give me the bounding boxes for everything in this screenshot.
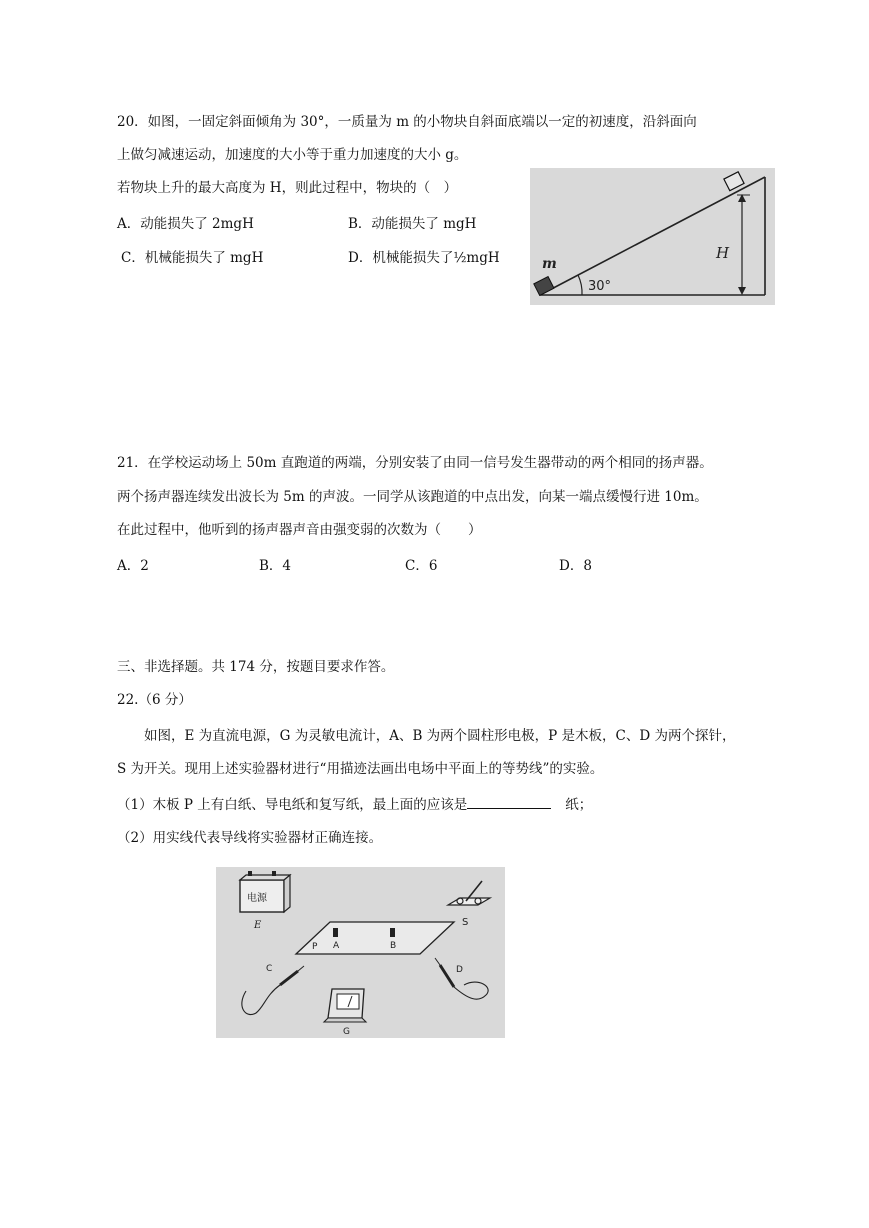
q20-option-c: C．机械能损失了 mgH [121,250,264,266]
q21-line-2: 两个扬声器连续发出波长为 5m 的声波。一同学从该跑道的中点出发，向某一端点缓慢行进 10m。 [117,489,708,505]
q22-part-1-suffix: 纸； [565,797,593,813]
board-icon [296,922,454,954]
q20-line-2: 上做匀减速运动，加速度的大小等于重力加速度的大小 g。 [117,147,468,163]
q21-line-1: 21．在学校运动场上 50m 直跑道的两端，分别安装了由同一信号发生器带动的两个相同的扬声器。 [117,455,713,471]
q22-part-1 [117,794,592,815]
q22-part-1-text: （1）木板 P 上有白纸、导电纸和复写纸，最上面的应该是 [117,797,468,813]
power-supply-text: 电源 [247,893,267,904]
q21-option-d: D．8 [559,558,592,574]
angle-label: 30° [588,279,612,294]
label-s: S [462,917,469,928]
label-a: A [333,941,340,951]
q20-option-b: B．动能损失了 mgH [348,216,477,232]
q22-header: 22.（6 分） [117,692,192,708]
label-b: B [390,941,397,951]
q20-line-3: 若物块上升的最大高度为 H，则此过程中，物块的（ ） [117,180,458,196]
label-p: P [312,942,318,952]
q20-option-d: D．机械能损失了½mgH [348,250,500,266]
switch-icon [448,881,490,905]
q21-option-b: B．4 [259,558,292,574]
electrode-b-icon [390,928,395,937]
height-label: H [716,244,730,262]
electrode-a-icon [333,928,338,937]
incline-figure [530,168,775,305]
q21-line-3: 在此过程中，他听到的扬声器声音由强变弱的次数为（ ） [117,522,482,538]
power-supply-icon [240,871,290,912]
q21-option-c: C．6 [405,558,438,574]
galvanometer-icon [324,989,366,1022]
q22-intro-2: S 为开关。现用上述实验器材进行“用描迹法画出电场中平面上的等势线”的实验。 [117,761,604,777]
q20-option-a: A．动能损失了 2mgH [117,216,254,232]
label-g: G [343,1027,350,1037]
q22-intro-1: 如图，E 为直流电源，G 为灵敏电流计，A、B 为两个圆柱形电极，P 是木板，C、D 为两个探针， [144,728,736,744]
label-e: E [254,920,262,931]
q21-option-a: A．2 [117,558,149,574]
section-3-title: 三、非选择题。共 174 分，按题目要求作答。 [117,659,395,675]
label-d: D [456,965,463,975]
probe-c-icon [242,966,304,1015]
label-c: C [266,964,273,974]
mass-label: m [542,256,557,272]
apparatus-figure [216,867,505,1038]
q22-part-2: （2）用实线代表导线将实验器材正确连接。 [117,830,383,846]
answer-blank[interactable] [467,794,551,809]
q20-line-1: 20．如图，一固定斜面倾角为 30°，一质量为 m 的小物块自斜面底端以一定的初速度，沿斜面向 [117,114,697,130]
